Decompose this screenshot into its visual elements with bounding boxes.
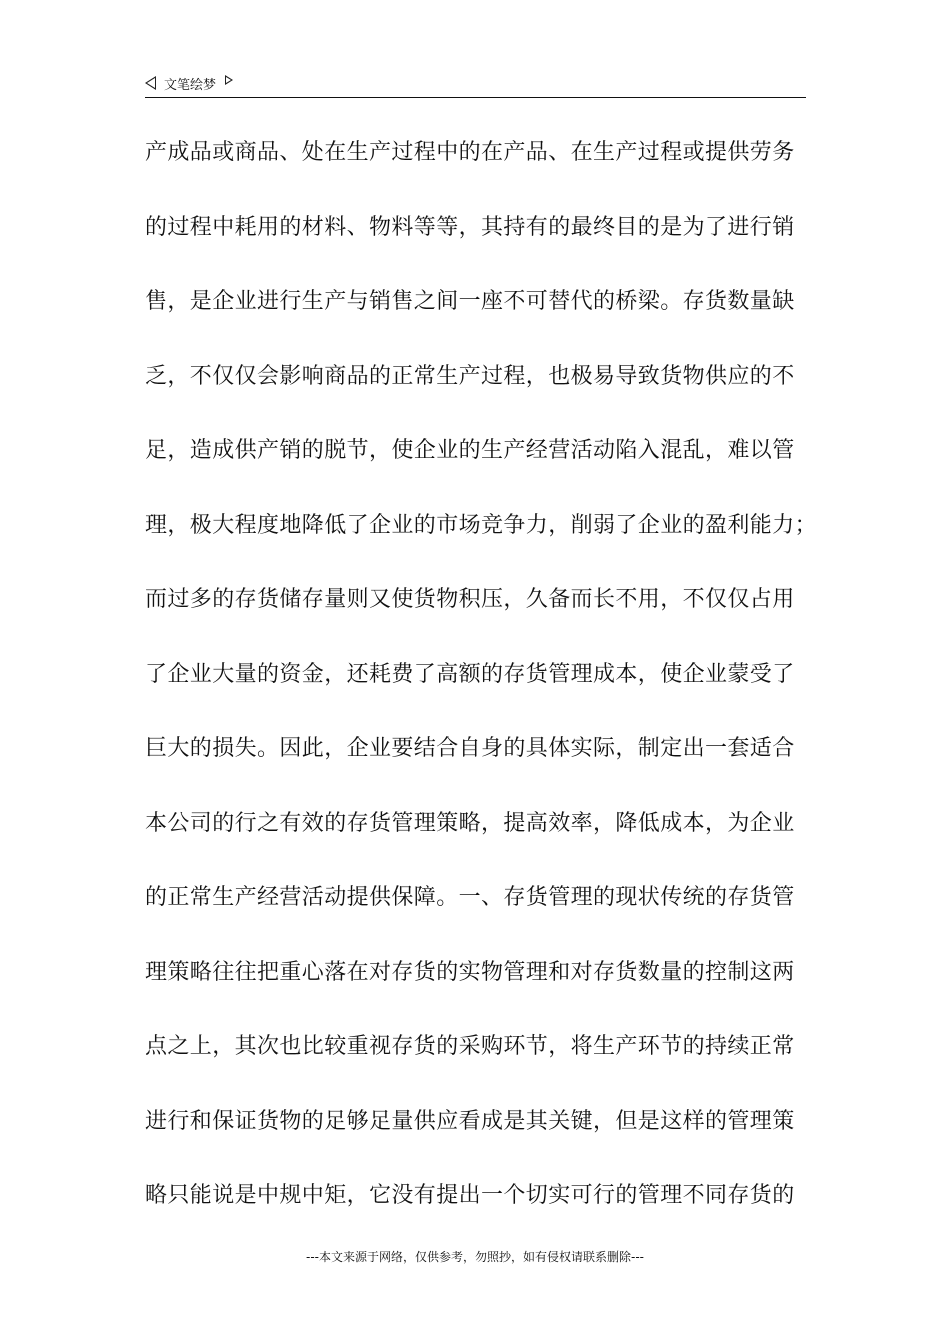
body-line: 理，极大程度地降低了企业的市场竞争力，削弱了企业的盈利能力； xyxy=(145,512,818,538)
body-line: 理策略往往把重心落在对存货的实物管理和对存货数量的控制这两 xyxy=(145,959,795,985)
body-line: 了企业大量的资金，还耗费了高额的存货管理成本，使企业蒙受了 xyxy=(145,661,795,687)
document-body xyxy=(145,133,825,1251)
body-line: 售，是企业进行生产与销售之间一座不可替代的桥梁。存货数量缺 xyxy=(145,289,795,314)
header-bar xyxy=(145,72,806,94)
body-line: 的正常生产经营活动提供保障。一、存货管理的现状传统的存货管 xyxy=(145,885,795,910)
body-line: 本公司的行之有效的存货管理策略，提高效率，降低成本，为企业 xyxy=(145,810,795,836)
body-line: 略只能说是中规中矩，它没有提出一个切实可行的管理不同存货的 xyxy=(145,1183,795,1208)
page-footer: ---本文来源于网络，仅供参考，勿照抄，如有侵权请联系删除--- xyxy=(306,1250,644,1264)
body-line: 乏，不仅仅会影响商品的正常生产过程，也极易导致货物供应的不 xyxy=(145,363,795,389)
body-line: 点之上，其次也比较重视存货的采购环节，将生产环节的持续正常 xyxy=(145,1034,795,1059)
triangle-right-icon xyxy=(225,75,233,85)
header-title: 文笔绘梦 xyxy=(164,77,217,93)
body-line: 的过程中耗用的材料、物料等等，其持有的最终目的是为了进行销 xyxy=(145,214,795,240)
page-header xyxy=(145,72,806,98)
body-line: 产成品或商品、处在生产过程中的在产品、在生产过程或提供劳务 xyxy=(145,140,795,165)
triangle-left-icon xyxy=(145,76,156,90)
header-divider xyxy=(145,97,806,98)
body-line: 而过多的存货储存量则又使货物积压，久备而长不用，不仅仅占用 xyxy=(145,587,795,612)
body-line: 巨大的损失。因此，企业要结合自身的具体实际，制定出一套适合 xyxy=(145,736,795,761)
body-line: 进行和保证货物的足够足量供应看成是其关键，但是这样的管理策 xyxy=(145,1108,795,1134)
body-line: 足，造成供产销的脱节，使企业的生产经营活动陷入混乱，难以管 xyxy=(145,438,795,463)
